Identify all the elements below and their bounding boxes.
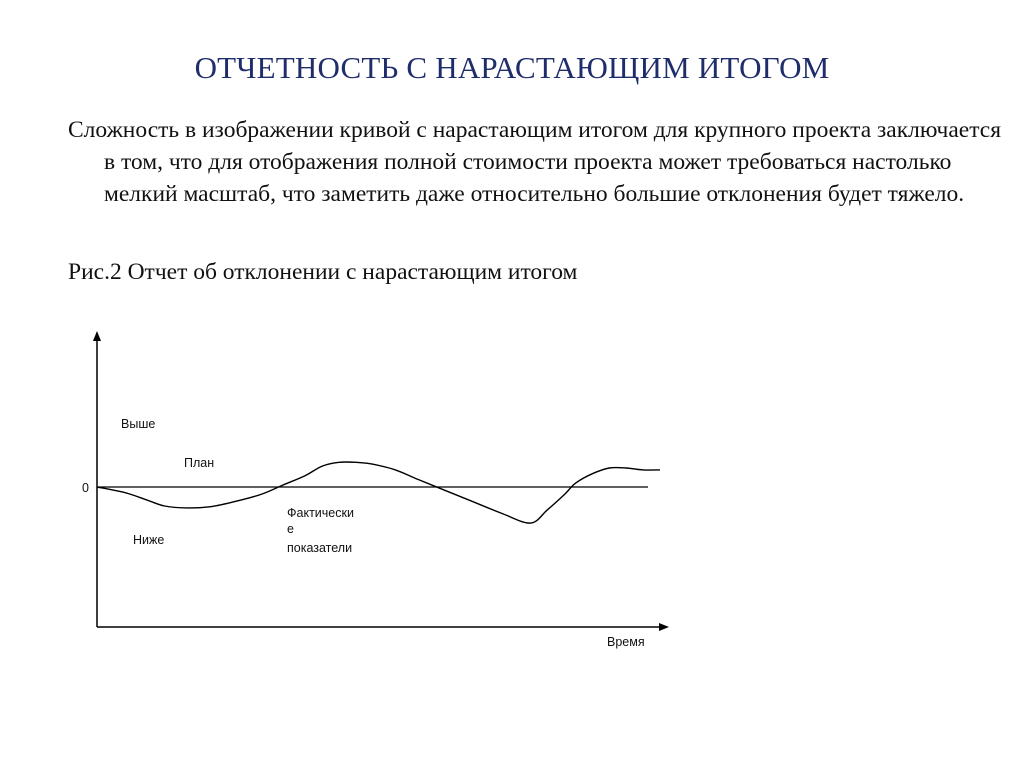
figure-caption: Рис.2 Отчет об отклонении с нарастающим итогом xyxy=(68,259,578,285)
zero-tick-label: 0 xyxy=(82,481,89,495)
annotation-below: Ниже xyxy=(133,533,165,547)
annotation-actual-line3: показатели xyxy=(287,541,353,555)
annotation-actual-line2: е xyxy=(287,522,294,536)
annotation-plan: План xyxy=(184,456,215,470)
x-axis-label: Время xyxy=(607,635,645,649)
annotation-above: Выше xyxy=(121,417,156,431)
annotation-actual-line1: Фактически xyxy=(287,506,354,520)
body-paragraph: Сложность в изображении кривой с нарастающим итогом для крупного проекта заключается в том, что для отображения полной стоимости проекта может требоваться настолько мелкий масштаб, что заметить даже относительно большие отклонения будет тяжело. xyxy=(68,117,1002,207)
slide-title: ОТЧЕТНОСТЬ С НАРАСТАЮЩИМ ИТОГОМ xyxy=(194,50,830,85)
actual-line xyxy=(97,462,660,523)
